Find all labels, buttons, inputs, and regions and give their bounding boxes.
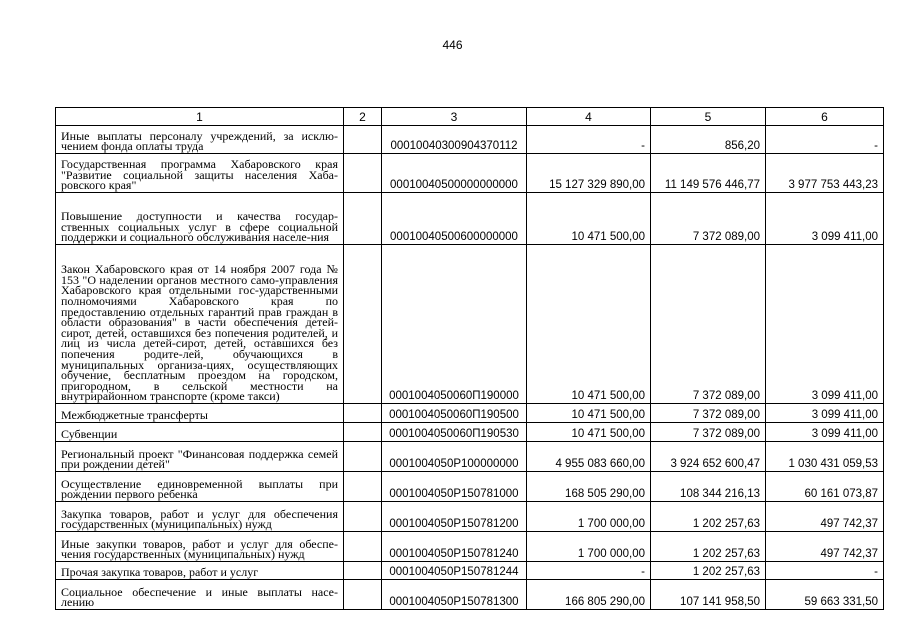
row-value-6: 3 099 411,00 xyxy=(766,423,884,442)
row-value-4: 1 700 000,00 xyxy=(527,502,651,532)
row-name: Субвенции xyxy=(56,423,344,442)
row-value-6: 60 161 073,87 xyxy=(766,472,884,502)
row-col2 xyxy=(344,442,382,472)
table-row xyxy=(56,404,884,423)
row-col2 xyxy=(344,532,382,562)
row-value-6: 1 030 431 059,53 xyxy=(766,442,884,472)
row-code: 0001004050P150781240 xyxy=(382,532,527,562)
row-code: 0001004050P100000000 xyxy=(382,442,527,472)
column-header: 4 xyxy=(527,108,651,126)
row-value-6: - xyxy=(766,126,884,154)
row-value-4: 1 700 000,00 xyxy=(527,532,651,562)
table-row xyxy=(56,154,884,193)
row-col2 xyxy=(344,472,382,502)
page-number: 446 xyxy=(442,38,463,52)
row-value-6: - xyxy=(766,562,884,580)
row-code: 0001004050P150781244 xyxy=(382,562,527,580)
row-value-4: 15 127 329 890,00 xyxy=(527,154,651,193)
row-value-6: 497 742,37 xyxy=(766,532,884,562)
table-row xyxy=(56,193,884,245)
row-value-4: 10 471 500,00 xyxy=(527,193,651,245)
row-col2 xyxy=(344,154,382,193)
row-value-5: 1 202 257,63 xyxy=(651,532,766,562)
row-col2 xyxy=(344,193,382,245)
row-value-4: 10 471 500,00 xyxy=(527,404,651,423)
row-value-4: - xyxy=(527,562,651,580)
table-row xyxy=(56,502,884,532)
row-name: Региональный проект "Финансовая поддержка семей при рождении детей" xyxy=(56,442,344,472)
row-name: Иные закупки товаров, работ и услуг для обеспе-чения государственных (муниципальных) нужд xyxy=(56,532,344,562)
table-row xyxy=(56,423,884,442)
row-code: 00010040500600000000 xyxy=(382,193,527,245)
row-value-5: 856,20 xyxy=(651,126,766,154)
row-value-5: 11 149 576 446,77 xyxy=(651,154,766,193)
row-value-5: 3 924 652 600,47 xyxy=(651,442,766,472)
column-header: 6 xyxy=(766,108,884,126)
row-col2 xyxy=(344,502,382,532)
row-name: Межбюджетные трансферты xyxy=(56,404,344,423)
row-code: 0001004050P150781000 xyxy=(382,472,527,502)
row-name: Повышение доступности и качества государ-ственных социальных услуг в сфере социальной поддержки и социального обслуживания населе-ния xyxy=(56,193,344,245)
row-col2 xyxy=(344,404,382,423)
row-col2 xyxy=(344,580,382,610)
table-row xyxy=(56,562,884,580)
row-code: 0001004050P150781300 xyxy=(382,580,527,610)
table-row xyxy=(56,580,884,610)
row-name: Закупка товаров, работ и услуг для обеспечения государственных (муниципальных) нужд xyxy=(56,502,344,532)
row-name: Прочая закупка товаров, работ и услуг xyxy=(56,562,344,580)
row-value-6: 3 099 411,00 xyxy=(766,245,884,404)
budget-table xyxy=(55,107,884,610)
row-value-6: 3 099 411,00 xyxy=(766,193,884,245)
row-col2 xyxy=(344,423,382,442)
table-row xyxy=(56,532,884,562)
table-row xyxy=(56,245,884,404)
table-header-row xyxy=(56,108,884,126)
row-code: 0001004050P150781200 xyxy=(382,502,527,532)
row-name: Социальное обеспечение и иные выплаты насе-лению xyxy=(56,580,344,610)
column-header: 5 xyxy=(651,108,766,126)
row-value-4: 10 471 500,00 xyxy=(527,245,651,404)
row-col2 xyxy=(344,562,382,580)
row-code: 00010040500000000000 xyxy=(382,154,527,193)
row-name: Государственная программа Хабаровского края "Развитие социальной защиты населения Хаба-ровского края" xyxy=(56,154,344,193)
row-value-6: 497 742,37 xyxy=(766,502,884,532)
row-name: Осуществление единовременной выплаты при рождении первого ребенка xyxy=(56,472,344,502)
row-code: 0001004050060П190530 xyxy=(382,423,527,442)
row-col2 xyxy=(344,245,382,404)
column-header: 2 xyxy=(344,108,382,126)
row-value-5: 7 372 089,00 xyxy=(651,404,766,423)
row-value-5: 1 202 257,63 xyxy=(651,562,766,580)
row-col2 xyxy=(344,126,382,154)
row-value-4: 168 505 290,00 xyxy=(527,472,651,502)
row-value-5: 1 202 257,63 xyxy=(651,502,766,532)
row-value-5: 7 372 089,00 xyxy=(651,245,766,404)
row-value-4: 4 955 083 660,00 xyxy=(527,442,651,472)
row-value-6: 3 099 411,00 xyxy=(766,404,884,423)
row-value-5: 7 372 089,00 xyxy=(651,193,766,245)
column-header: 1 xyxy=(56,108,344,126)
row-value-4: - xyxy=(527,126,651,154)
row-value-4: 10 471 500,00 xyxy=(527,423,651,442)
row-code: 00010040300904370112 xyxy=(382,126,527,154)
table-row xyxy=(56,472,884,502)
table-row xyxy=(56,442,884,472)
row-code: 0001004050060П190500 xyxy=(382,404,527,423)
row-value-5: 7 372 089,00 xyxy=(651,423,766,442)
column-header: 3 xyxy=(382,108,527,126)
row-code: 0001004050060П190000 xyxy=(382,245,527,404)
row-name: Иные выплаты персоналу учреждений, за исклю-чением фонда оплаты труда xyxy=(56,126,344,154)
row-value-5: 107 141 958,50 xyxy=(651,580,766,610)
row-value-6: 59 663 331,50 xyxy=(766,580,884,610)
table-row xyxy=(56,126,884,154)
row-value-6: 3 977 753 443,23 xyxy=(766,154,884,193)
row-value-5: 108 344 216,13 xyxy=(651,472,766,502)
row-value-4: 166 805 290,00 xyxy=(527,580,651,610)
row-name: Закон Хабаровского края от 14 ноября 2007 года № 153 "О наделении органов местного само-управления Хабаровского края отдельными гос-ударственными полномочиями Хабаровского края по предоставлению отдельных гарантий прав граждан в области образования" в части обеспечения детей-сирот, детей, оставшихся без попечения родителей, и лиц из числа детей-сирот, детей, оставшихся без попечения родите-лей, обучающихся в муниципальных организа-циях, осуществляющих обучение, бесплатным проездом на городском, пригородном, в сельской местности на внутрирайонном транспорте (кроме такси) xyxy=(56,245,344,404)
